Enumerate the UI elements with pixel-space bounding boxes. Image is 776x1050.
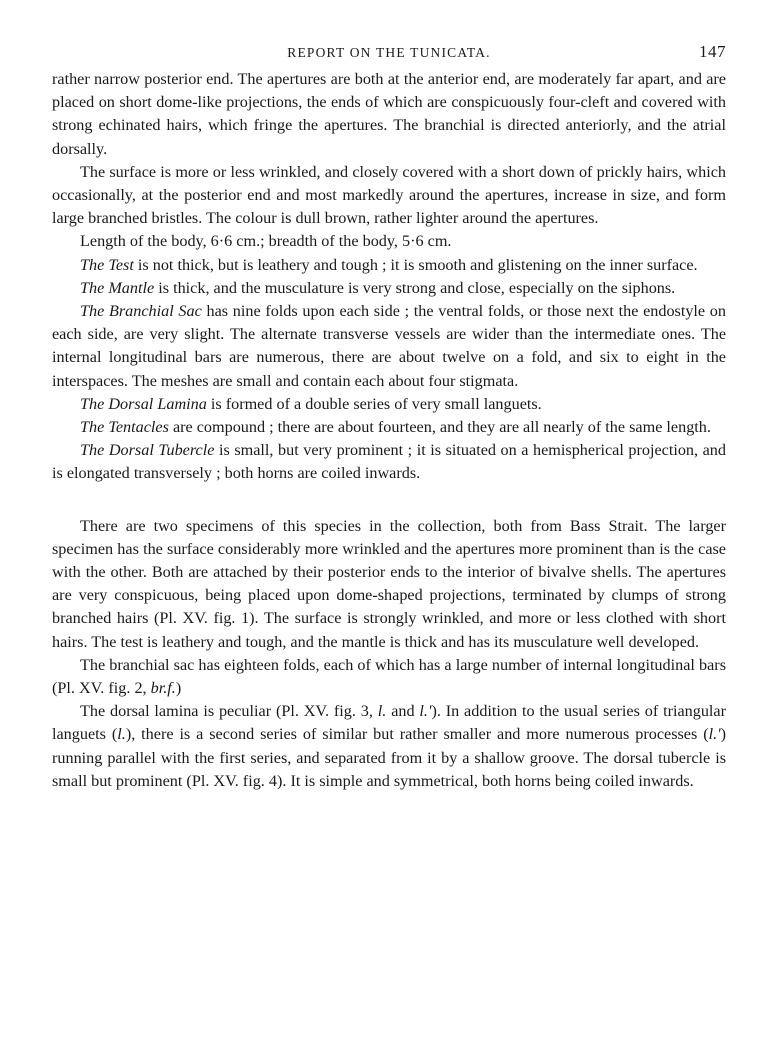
tubercle-text: is small, but very prominent ; it is situated on a hemispherical projection, and is elongated transversely ; both horns are coiled inwards.: [52, 441, 726, 483]
test-text: is not thick, but is leathery and tough ; it is smooth and glistening on the inner surface.: [133, 255, 698, 274]
figure-ref-brf: br.f.: [150, 679, 176, 698]
remarks-lamina-text-5: ) running parallel with the first series, and separated from it by a shallow groove. The dorsal tubercle is small but prominent (Pl. XV. fig. 4). It is simple and symmetrical, both horns being coiled inwards.: [52, 725, 726, 790]
page: [52, 42, 726, 793]
tentacles-text: are compound ; there are about fourteen, and they are all nearly of the same length.: [168, 418, 711, 437]
mantle-heading: The Mantle: [80, 278, 155, 297]
description-paragraph-tentacles: [52, 416, 726, 439]
remarks-lamina-text-1: The dorsal lamina is peculiar (Pl. XV. fig. 3,: [80, 702, 378, 721]
figure-ref-l-2: l.: [117, 725, 126, 744]
description-paragraph-1: rather narrow posterior end. The apertures are both at the anterior end, are moderately far apart, and are placed on short dome-like projections, the ends of which are conspicuously four-cleft and covered with strong echinated hairs, which fringe the apertures. The branchial is directed anteriorly, and the atrial dorsally.: [52, 70, 726, 158]
species-description: [52, 68, 726, 486]
remarks-paragraph-branchial: [52, 654, 726, 700]
remarks-lamina-text-4: ), there is a second series of similar but rather smaller and more numerous processes (: [125, 725, 709, 744]
remarks-branchial-close: ): [175, 679, 182, 698]
branchial-text: has nine folds upon each side ; the ventral folds, or those next the endostyle on each side, are very slight. The alternate transverse vessels are wider than the intermediate ones. The internal longitudinal bars are numerous, there are about twelve on a fold, and six to eight in the interspaces. The meshes are small and contain each about four stigmata.: [52, 302, 726, 390]
figure-ref-l: l.: [377, 702, 387, 721]
remarks-lamina-text-3: ). In addition to the usual series of triangular languets (: [52, 702, 727, 744]
remarks-paragraph-lamina: [52, 700, 726, 793]
lamina-heading: The Dorsal Lamina: [80, 394, 207, 413]
mantle-text: is thick, and the musculature is very strong and close, especially on the siphons.: [154, 278, 676, 297]
remarks-lamina-text-2: and: [386, 702, 420, 721]
running-head: [52, 42, 726, 68]
description-paragraph-branchial: [52, 300, 726, 393]
description-paragraph-mantle: [52, 277, 726, 300]
figure-ref-l-prime-2: l.': [708, 725, 721, 744]
running-title: REPORT ON THE TUNICATA.: [287, 45, 491, 60]
lamina-text: is formed of a double series of very small languets.: [206, 394, 542, 413]
description-paragraph-surface: The surface is more or less wrinkled, and closely covered with a short down of prickly hairs, which occasionally, at the posterior end and most markedly around the apertures, increase in size, and form large branched bristles. The colour is dull brown, rather lighter around the apertures.: [52, 162, 726, 228]
description-paragraph-dimensions: Length of the body, 6·6 cm.; breadth of the body, 5·6 cm.: [80, 232, 452, 251]
tubercle-heading: The Dorsal Tubercle: [80, 441, 215, 460]
remarks-branchial-text: The branchial sac has eighteen folds, each of which has a large number of internal longitudinal bars (Pl. XV. fig. 2,: [52, 655, 726, 698]
figure-ref-l-prime: l.': [419, 702, 432, 721]
tentacles-heading: The Tentacles: [80, 418, 169, 437]
page-number: 147: [699, 42, 726, 61]
description-paragraph-test: [52, 254, 726, 277]
test-heading: The Test: [80, 255, 134, 274]
section-gap: [52, 486, 726, 513]
remarks-paragraph-1: There are two specimens of this species in the collection, both from Bass Strait. The larger specimen has the surface considerably more wrinkled and the apertures more prominent than is the case with the other. Both are attached by their posterior ends to the interior of bivalve shells. The apertures are very conspicuous, being placed upon dome-shaped projections, terminated by clumps of strong branched hairs (Pl. XV. fig. 1). The surface is strongly wrinkled, and more or less clothed with short hairs. The test is leathery and tough, and the mantle is thick and has its musculature well developed.: [52, 516, 726, 651]
specimen-remarks: [52, 515, 726, 793]
branchial-heading: The Branchial Sac: [80, 302, 202, 321]
description-paragraph-lamina: [52, 393, 726, 416]
description-paragraph-tubercle: [52, 439, 726, 485]
